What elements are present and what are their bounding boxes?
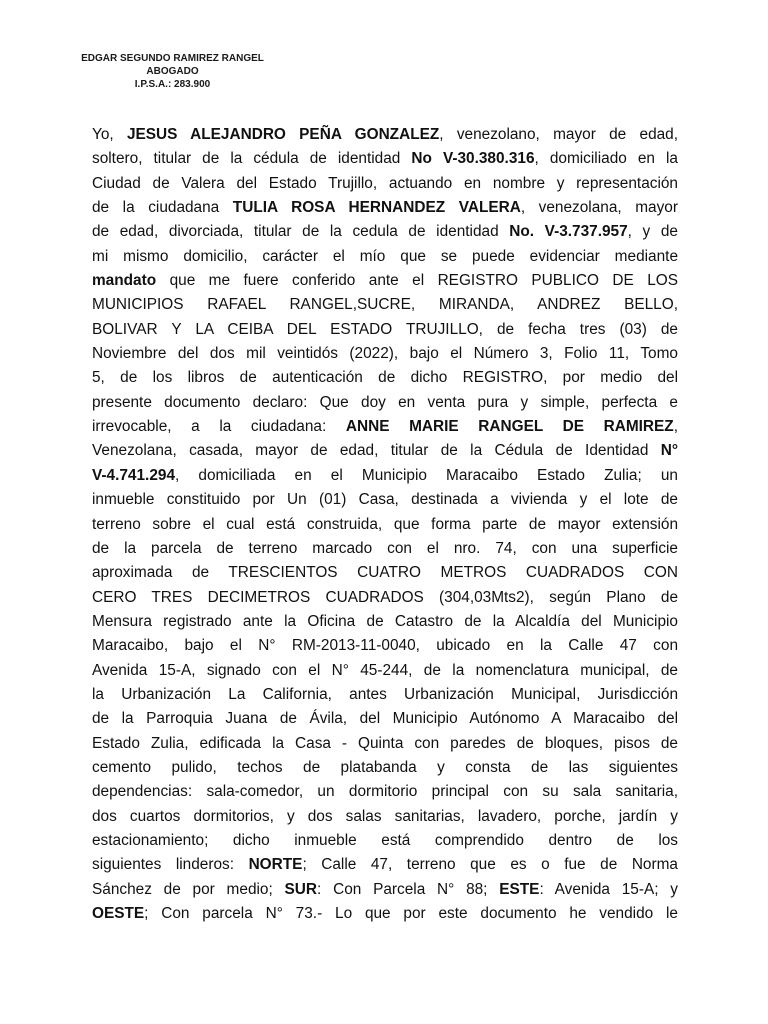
text-line — [92, 293, 678, 317]
bold-text-segment: ESTE — [499, 880, 540, 898]
text-segment: de la ciudadana — [92, 199, 233, 217]
text-segment: la Urbanización La California, antes Urbanización Municipal, Jurisdicción — [92, 685, 678, 703]
text-segment: : Avenida 15-A; y — [539, 880, 678, 898]
text-line — [92, 659, 678, 683]
text-line — [92, 707, 678, 731]
text-line — [92, 366, 678, 390]
document-body — [92, 123, 678, 926]
text-segment: Estado Zulia, edificada la Casa - Quinta con paredes de bloques, pisos de — [92, 734, 678, 752]
text-line — [92, 902, 678, 926]
bold-text-segment: SUR — [284, 880, 318, 898]
bold-text-segment: NORTE — [248, 856, 303, 874]
text-line — [92, 245, 678, 269]
text-segment: de la Parroquia Juana de Ávila, del Municipio Autónomo A Maracaibo del — [92, 710, 678, 728]
text-segment: siguientes linderos: — [92, 856, 249, 874]
ipsa-number: I.P.S.A.: 283.900 — [134, 79, 211, 90]
text-segment: presente documento declaro: Que doy en venta pura y simple, perfecta e — [92, 393, 678, 411]
text-line — [92, 342, 678, 366]
text-segment: de edad, divorciada, titular de la cedula de identidad — [92, 223, 510, 241]
text-segment: estacionamiento; dicho inmueble está comprendido dentro de los — [92, 831, 678, 849]
text-segment: aproximada de TRESCIENTOS CUATRO METROS CUADRADOS CON — [92, 564, 678, 582]
text-segment: Noviembre del dos mil veintidós (2022), bajo el Número 3, Folio 11, Tomo — [92, 345, 678, 363]
bold-text-segment: N° — [660, 442, 678, 460]
text-line — [92, 780, 678, 804]
text-segment: dos cuartos dormitorios, y dos salas sanitarias, lavadero, porche, jardín y — [92, 807, 678, 825]
text-line — [92, 220, 678, 244]
text-segment: Avenida 15-A, signado con el N° 45-244, de la nomenclatura municipal, de — [92, 661, 678, 679]
text-segment: , domiciliada en el Municipio Maracaibo Estado Zulia; un — [175, 466, 678, 484]
text-line — [92, 172, 678, 196]
text-line — [92, 634, 678, 658]
text-segment: 5, de los libros de autenticación de dicho REGISTRO, por medio del — [92, 369, 678, 387]
text-segment: CERO TRES DECIMETROS CUADRADOS (304,03Mts2), según Plano de — [92, 588, 678, 606]
letterhead — [60, 52, 285, 91]
text-segment: mi mismo domicilio, carácter el mío que se puede evidenciar mediante — [92, 247, 678, 265]
text-segment: cemento pulido, techos de platabanda y consta de las siguientes — [92, 758, 678, 776]
lawyer-name: EDGAR SEGUNDO RAMIREZ RANGEL — [81, 53, 264, 64]
text-line — [92, 683, 678, 707]
text-line — [92, 586, 678, 610]
text-line — [92, 415, 678, 439]
text-segment: Maracaibo, bajo el N° RM-2013-11-0040, ubicado en la Calle 47 con — [92, 637, 678, 655]
text-line — [92, 488, 678, 512]
text-line — [92, 732, 678, 756]
text-line — [92, 439, 678, 463]
text-line — [92, 123, 678, 147]
text-line — [92, 829, 678, 853]
text-line — [92, 537, 678, 561]
text-segment: dependencias: sala-comedor, un dormitorio principal con su sala sanitaria, — [92, 783, 678, 801]
text-segment: Ciudad de Valera del Estado Trujillo, actuando en nombre y representación — [92, 174, 678, 192]
text-segment: Sánchez de por medio; — [92, 880, 285, 898]
bold-text-segment: JESUS ALEJANDRO PEÑA GONZALEZ — [126, 126, 440, 143]
text-line — [92, 756, 678, 780]
text-line — [92, 878, 678, 902]
text-line — [92, 391, 678, 415]
text-segment: MUNICIPIOS RAFAEL RANGEL,SUCRE, MIRANDA, ANDREZ BELLO, — [92, 296, 678, 314]
bold-text-segment: ANNE MARIE RANGEL DE RAMIREZ — [345, 418, 674, 436]
bold-text-segment: OESTE — [92, 905, 145, 922]
text-segment: Yo, — [92, 126, 127, 143]
text-segment: ; Con parcela N° 73.- Lo que por este documento he vendido le — [144, 905, 678, 922]
text-line — [92, 561, 678, 585]
lawyer-title: ABOGADO — [146, 66, 199, 77]
bold-text-segment: No. V-3.737.957 — [509, 223, 628, 241]
text-segment: que me fuere conferido ante el REGISTRO PUBLICO DE LOS — [156, 272, 678, 290]
text-segment: Venezolana, casada, mayor de edad, titular de la Cédula de Identidad — [92, 442, 661, 460]
text-segment: , domiciliado en la — [534, 150, 678, 168]
text-segment: , venezolano, mayor de edad, — [439, 126, 679, 143]
text-line — [92, 196, 678, 220]
text-segment: : Con Parcela N° 88; — [317, 880, 500, 898]
bold-text-segment: No V-30.380.316 — [411, 150, 535, 168]
text-segment: ; Calle 47, terreno que es o fue de Norma — [302, 856, 678, 874]
text-line — [92, 513, 678, 537]
text-segment: Mensura registrado ante la Oficina de Catastro de la Alcaldía del Municipio — [92, 612, 678, 630]
text-line — [92, 805, 678, 829]
text-segment: de la parcela de terreno marcado con el nro. 74, con una superficie — [92, 539, 678, 557]
text-segment: , venezolana, mayor — [520, 199, 678, 217]
text-line — [92, 464, 678, 488]
text-line — [92, 610, 678, 634]
bold-text-segment: mandato — [92, 272, 157, 290]
text-line — [92, 318, 678, 342]
text-line — [92, 853, 678, 877]
text-segment: soltero, titular de la cédula de identidad — [92, 150, 412, 168]
text-segment: , y de — [627, 223, 678, 241]
text-segment: BOLIVAR Y LA CEIBA DEL ESTADO TRUJILLO, de fecha tres (03) de — [92, 320, 678, 338]
bold-text-segment: TULIA ROSA HERNANDEZ VALERA — [232, 199, 521, 217]
text-segment: terreno sobre el cual está construida, que forma parte de mayor extensión — [92, 515, 678, 533]
text-segment: , — [673, 418, 678, 436]
text-line — [92, 269, 678, 293]
text-line — [92, 147, 678, 171]
bold-text-segment: V-4.741.294 — [92, 466, 176, 484]
text-segment: inmueble constituido por Un (01) Casa, destinada a vivienda y el lote de — [92, 491, 678, 509]
text-segment: irrevocable, a la ciudadana: — [92, 418, 346, 436]
